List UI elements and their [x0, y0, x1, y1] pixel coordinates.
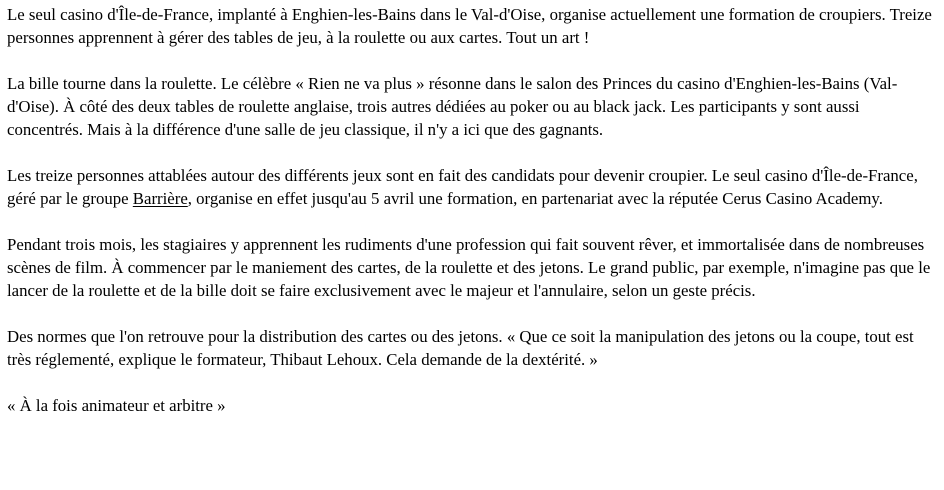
article-paragraph-training: Pendant trois mois, les stagiaires y apprennent les rudiments d'une profession qui fait souvent rêver, et immortalisée dans de nombreuses scènes de film. À commencer par le maniement des cartes, de la roulette et des jetons. Le grand public, par exemple, n'imagine pas que le lancer de la roulette et de la bille doit se faire exclusivement avec le majeur et l'annulaire, selon un geste précis.	[7, 235, 931, 300]
paragraph-text-after-link: , organise en effet jusqu'au 5 avril une formation, en partenariat avec la réputée Cerus Casino Academy.	[187, 189, 883, 208]
article-paragraph-candidates	[7, 164, 937, 210]
article-paragraph-quote: Des normes que l'on retrouve pour la distribution des cartes ou des jetons. « Que ce soit la manipulation des jetons ou la coupe, tout est très réglementé, explique le formateur, Thibaut Lehoux. Cela demande de la dextérité. »	[7, 327, 914, 369]
article-body	[7, 3, 937, 417]
paragraph-text-before-link: Les treize personnes attablées autour des différents jeux sont en fait des candidats pour devenir croupier. Le seul casino d'Île-de-France, géré par le groupe	[7, 166, 918, 208]
article-subheading: « À la fois animateur et arbitre »	[7, 396, 226, 415]
article-paragraph-intro: Le seul casino d'Île-de-France, implanté à Enghien-les-Bains dans le Val-d'Oise, organise actuellement une formation de croupiers. Treize personnes apprennent à gérer des tables de jeu, à la roulette ou aux cartes. Tout un art !	[7, 5, 932, 47]
barriere-link[interactable]: Barrière	[132, 189, 188, 208]
article-paragraph-roulette: La bille tourne dans la roulette. Le célèbre « Rien ne va plus » résonne dans le salon des Princes du casino d'Enghien-les-Bains (Val-d'Oise). À côté des deux tables de roulette anglaise, trois autres dédiées au poker ou au black jack. Les participants y sont aussi concentrés. Mais à la différence d'une salle de jeu classique, il n'y a ici que des gagnants.	[7, 74, 898, 139]
